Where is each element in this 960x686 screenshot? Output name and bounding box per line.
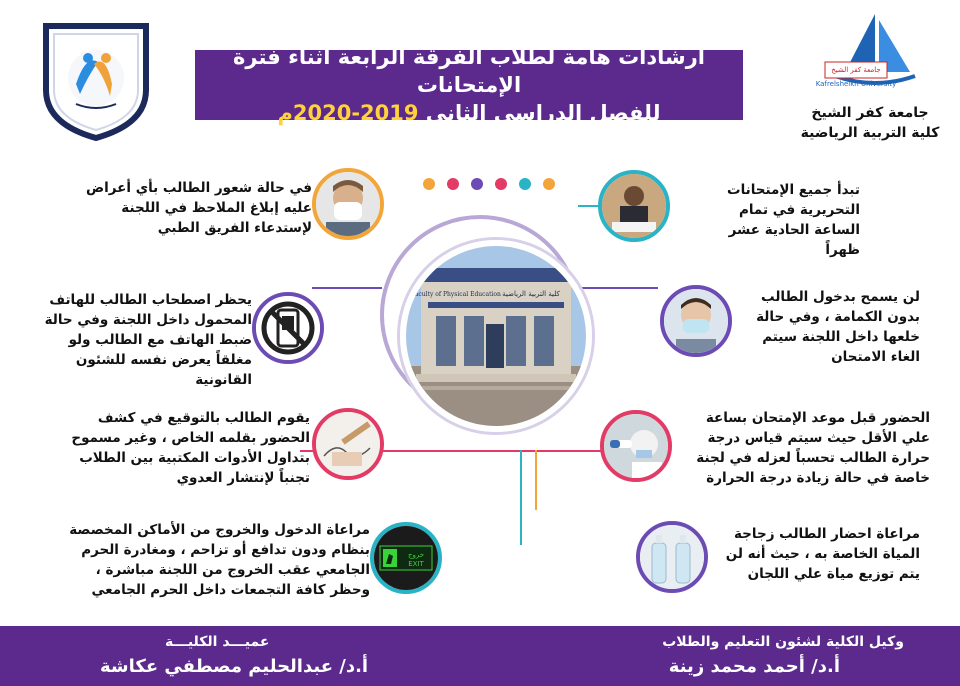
dean-name: أ.د/ عبدالحليم مصطفي عكاشة — [100, 656, 369, 677]
rule-own-pen: يقوم الطالب بالتوقيع في كشف الحضور بقلمه الخاص ، وغير مسموح بتداول الأدوات المكتبية بين الطلاب تجنباً لإنتشار العدوي — [71, 410, 310, 486]
thermometer-icon — [600, 410, 672, 482]
water-bottle-icon — [636, 521, 708, 593]
decorative-dot — [495, 178, 507, 190]
decorative-dot — [471, 178, 483, 190]
exit-sign-en: EXIT — [408, 560, 424, 568]
dean-title: عميـــد الكليـــة — [165, 634, 270, 650]
connector-line — [578, 287, 658, 289]
connector-line — [312, 287, 382, 289]
rule-symptoms: في حالة شعور الطالب بأي أعراض عليه إبلاغ الملاحظ في اللجنة لإستدعاء الفريق الطبي — [85, 180, 312, 236]
vice-dean-title: وكيل الكلية لشئون التعليم والطلاب — [662, 634, 904, 650]
building-sign-en: Faculty of Physical Education — [411, 291, 501, 298]
decorative-dot — [447, 178, 459, 190]
university-name-block — [790, 103, 950, 143]
footer-bar — [0, 626, 960, 686]
building-sign-ar: كلية التربية الرياضية — [502, 290, 560, 298]
connector-line — [535, 450, 537, 510]
university-name: جامعة كفر الشيخ — [811, 105, 929, 121]
decorative-dot — [543, 178, 555, 190]
connector-line — [520, 450, 522, 545]
rule-start-time: تبدأ جميع الإمتحانات التحريرية في تمام الساعة الحادية عشر ظهراً — [727, 182, 860, 258]
decorative-dot — [519, 178, 531, 190]
rule-face-mask: لن يسمح بدخول الطالب بدون الكمامة ، وفي حالة خلعها داخل اللجنة سيتم الغاء الامتحان — [756, 289, 920, 365]
rule-entry-exit: مراعاة الدخول والخروج من الأماكن المخصصة بنظام ودون تدافع أو تزاحم ، ومغادرة الحرم الجامعي عقب الخروج من اللجنة مباشرة ، وحظر كافة التجمعات داخل الحرم الجامعي — [69, 522, 370, 598]
pen-signing-icon — [312, 408, 384, 480]
no-phone-icon — [252, 292, 324, 364]
vice-dean-name: أ.د/ أحمد محمد زينة — [668, 656, 840, 677]
faculty-name: كلية التربية الرياضية — [800, 125, 940, 141]
rule-no-phone: يحظر اصطحاب الطالب للهاتف المحمول داخل اللجنة وفي حالة ضبط الهاتف مع الطالب ولو مغلقاً يعرض نفسه للشئون القانونية — [44, 292, 252, 388]
faculty-logo — [40, 20, 152, 142]
title-banner — [195, 45, 743, 125]
title-line-1: ارشادات هامة لطلاب الفرقة الرابعة أثناء فترة الإمتحانات — [233, 45, 705, 97]
title-line-2-text: للفصل الدراسي الثاني — [418, 101, 661, 125]
face-mask-icon — [660, 285, 732, 357]
sick-student-icon — [312, 168, 384, 240]
rule-temperature: الحضور قبل موعد الإمتحان بساعة علي الأقل حيث سيتم قياس درجة حرارة الطالب تحسباً لعزله في لجنة خاصة في حالة زيادة درجة الحرارة — [696, 410, 930, 486]
decorative-dot — [423, 178, 435, 190]
rule-water-bottle: مراعاة احضار الطالب زجاجة المياة الخاصة به ، حيث أنه لن يتم توزيع مياة علي اللجان — [725, 526, 920, 582]
exam-student-icon — [598, 170, 670, 242]
title-line-2 — [195, 99, 743, 127]
faculty-building-photo — [400, 240, 592, 432]
exit-sign-ar: خروج — [407, 551, 425, 559]
title-year: 2019-2020م — [277, 101, 419, 125]
university-logo-text-en: Kafrelsheikh University — [815, 80, 897, 88]
exit-sign-icon — [370, 522, 442, 594]
university-logo-text-ar: جامعة كفر الشيخ — [831, 66, 881, 74]
university-logo — [815, 10, 935, 98]
